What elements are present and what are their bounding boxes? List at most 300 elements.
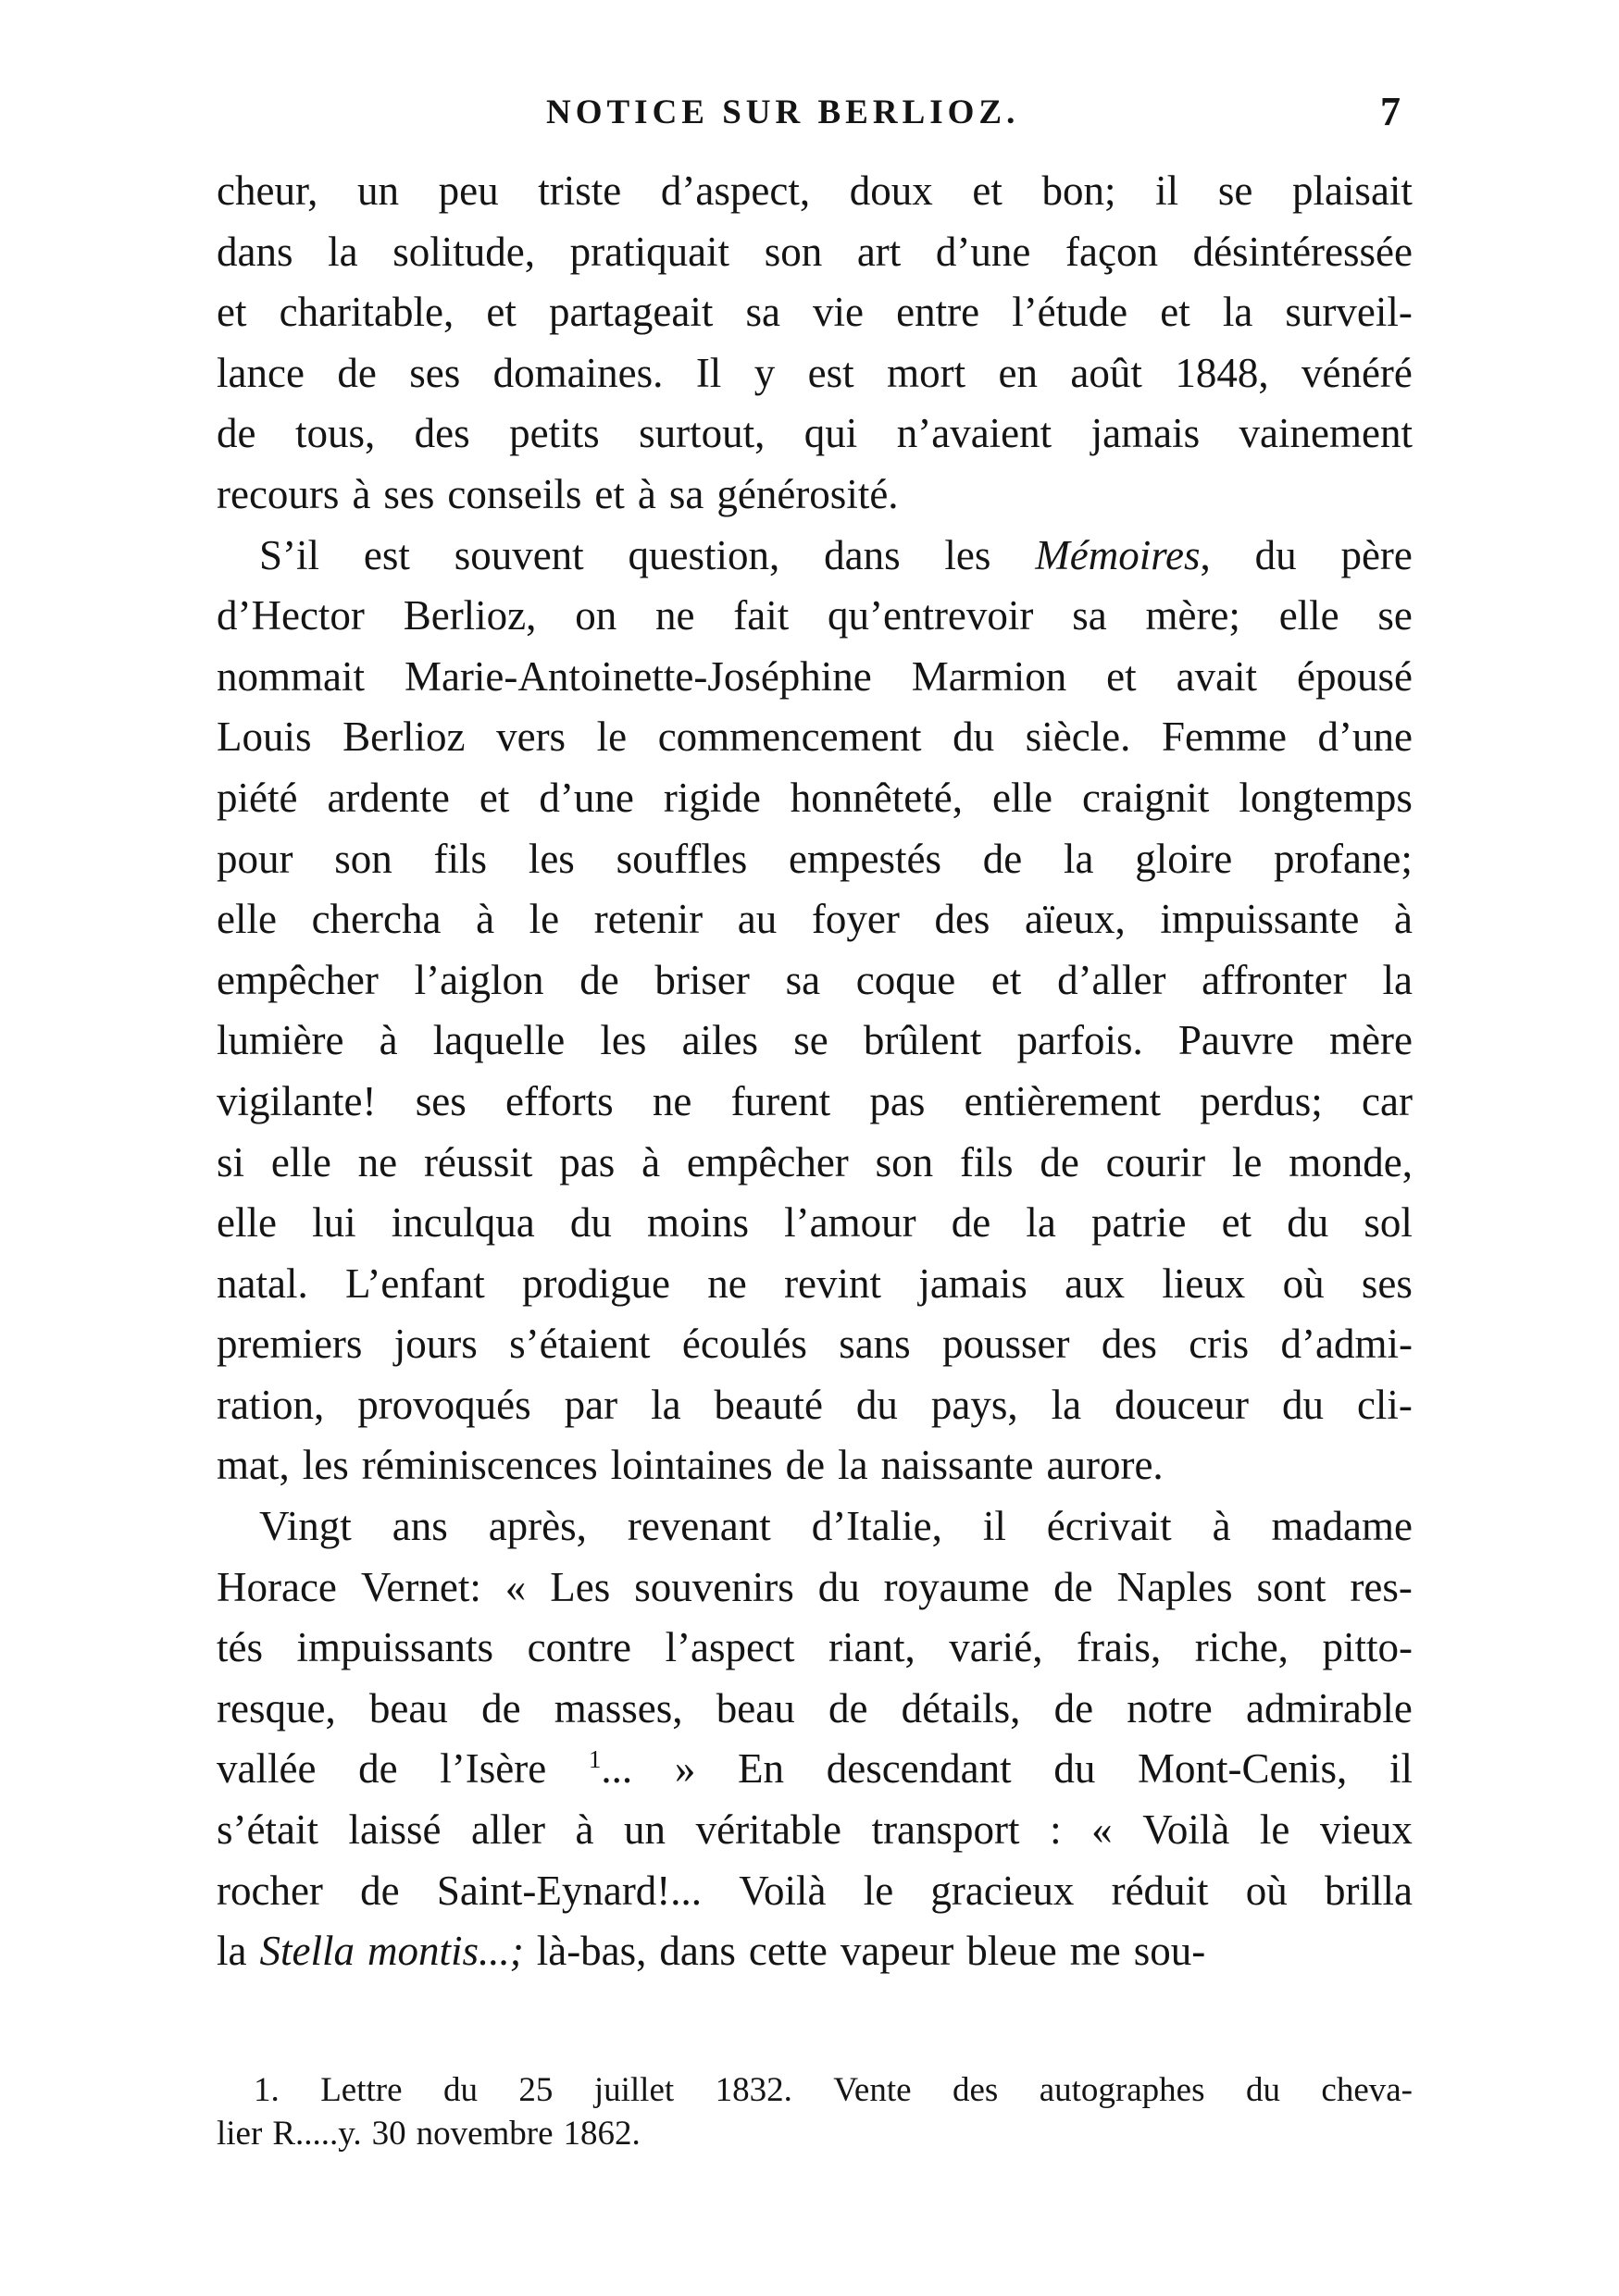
word: En xyxy=(738,1745,785,1793)
word: entièrement xyxy=(964,1077,1162,1124)
word: sans xyxy=(839,1321,911,1368)
text-line xyxy=(217,1133,1413,1194)
text-line xyxy=(217,950,1413,1011)
word: à xyxy=(379,1017,398,1064)
word: affronter xyxy=(1202,956,1347,1003)
word: l’étude xyxy=(1012,289,1128,336)
word: pays, xyxy=(930,1381,1018,1428)
word: et xyxy=(479,774,510,821)
text-line xyxy=(217,1435,1413,1496)
word: à xyxy=(575,1806,594,1854)
word: lui xyxy=(312,1199,356,1247)
word: empêcher xyxy=(217,956,379,1003)
word: Pauvre xyxy=(1177,1017,1294,1064)
word: doux xyxy=(849,168,933,214)
word: briser xyxy=(654,956,750,1003)
word: la xyxy=(651,1381,681,1428)
word: commencement xyxy=(657,714,922,761)
word: souvent xyxy=(454,531,584,578)
word: la xyxy=(838,1442,868,1489)
word: vapeur xyxy=(840,1928,954,1975)
word: varié, xyxy=(949,1624,1043,1671)
word: le xyxy=(529,896,560,943)
text-line xyxy=(217,526,1413,587)
text-line xyxy=(217,282,1413,343)
word: à xyxy=(641,1138,661,1185)
word: royaume xyxy=(883,1563,1030,1610)
word: aurore. xyxy=(1046,1442,1164,1489)
word: d’Hector xyxy=(217,592,365,639)
word: il xyxy=(982,1503,1006,1550)
word: premiers xyxy=(217,1321,363,1368)
word: riche, xyxy=(1194,1624,1289,1671)
word: Marie-Antoinette-Joséphine xyxy=(404,652,872,700)
word: beauté xyxy=(714,1381,823,1428)
word: la xyxy=(1064,835,1094,882)
word: vie xyxy=(813,289,865,336)
word: car xyxy=(1362,1077,1413,1124)
footnote-word: des xyxy=(952,2071,999,2109)
word: honnêteté, xyxy=(790,774,963,821)
word: madame xyxy=(1271,1503,1413,1550)
footnote-word: cheva- xyxy=(1321,2071,1413,2109)
word: : xyxy=(1050,1806,1062,1854)
word: et xyxy=(1221,1199,1252,1247)
word: elle xyxy=(991,774,1052,821)
word: l’Isère xyxy=(440,1745,547,1793)
word: du xyxy=(855,1381,898,1428)
text-line xyxy=(217,1375,1413,1436)
word: il xyxy=(1155,168,1179,214)
word: se xyxy=(1377,592,1413,639)
word: d’une xyxy=(539,774,634,821)
word: la xyxy=(1382,956,1413,1003)
word: pitto- xyxy=(1322,1624,1413,1671)
word: ses xyxy=(409,349,461,396)
word: pour xyxy=(217,835,293,882)
word: fils xyxy=(959,1138,1014,1185)
word: admirable xyxy=(1245,1684,1413,1731)
word: l’amour xyxy=(784,1199,916,1247)
word: du xyxy=(817,1563,860,1610)
word: détails, xyxy=(901,1684,1021,1731)
word: du xyxy=(1281,1381,1324,1428)
word: dans xyxy=(217,228,293,275)
word: à xyxy=(476,896,495,943)
word: sol xyxy=(1364,1199,1413,1247)
word: mat, xyxy=(217,1442,290,1489)
word: s’était xyxy=(217,1806,318,1854)
word: le xyxy=(1231,1138,1263,1185)
word: Naples xyxy=(1116,1563,1233,1610)
word: beau xyxy=(368,1684,448,1731)
word: fils xyxy=(433,835,488,882)
word: domaines. xyxy=(492,349,664,396)
word: vigilante! xyxy=(217,1077,377,1124)
word: de xyxy=(337,349,377,396)
text-line xyxy=(217,1861,1413,1922)
word: laissé xyxy=(348,1806,442,1854)
word: natal. xyxy=(217,1260,308,1307)
word: pas xyxy=(869,1077,926,1124)
word: Voilà xyxy=(1142,1806,1230,1854)
word: y xyxy=(753,349,776,396)
word: jours xyxy=(393,1321,478,1368)
word: art xyxy=(856,228,902,275)
word: jamais xyxy=(1090,410,1201,457)
word: S’il xyxy=(259,531,320,578)
word: ne xyxy=(707,1260,747,1307)
word: Stella xyxy=(259,1928,355,1975)
word: Horace xyxy=(217,1563,337,1610)
word: surtout, xyxy=(639,410,766,457)
word: s’étaient xyxy=(509,1321,651,1368)
word: Louis xyxy=(217,714,312,761)
word: la xyxy=(217,1928,247,1975)
word: où xyxy=(1245,1867,1288,1914)
word: mort xyxy=(887,349,966,396)
word: empêcher xyxy=(686,1138,849,1185)
word: jamais xyxy=(918,1260,1027,1307)
word: du xyxy=(953,714,995,761)
word: Mémoires, xyxy=(1035,531,1211,578)
word: et xyxy=(486,289,517,336)
word: lieux xyxy=(1162,1260,1246,1307)
word: recours xyxy=(217,470,340,517)
word: et xyxy=(1160,289,1190,336)
word: » xyxy=(674,1745,696,1793)
text-line xyxy=(217,1679,1413,1740)
word: écoulés xyxy=(681,1321,807,1368)
footnote-word: 1832. xyxy=(715,2071,792,2109)
word: resque, xyxy=(217,1684,336,1731)
word: dans xyxy=(659,1928,736,1975)
word: de xyxy=(1053,1563,1093,1610)
word: efforts xyxy=(504,1077,614,1124)
word: piété xyxy=(217,774,298,821)
word: beau xyxy=(716,1684,795,1731)
word: souvenirs xyxy=(634,1563,794,1610)
word: dans xyxy=(824,531,901,578)
word: ses xyxy=(383,470,435,517)
paragraph xyxy=(217,161,1413,526)
word: le xyxy=(596,714,628,761)
word: si xyxy=(217,1138,245,1185)
word: on xyxy=(575,592,617,639)
word: petits xyxy=(509,410,600,457)
word: se xyxy=(1217,168,1253,214)
word: par xyxy=(564,1381,618,1428)
word: là-bas, xyxy=(536,1928,647,1975)
word: Voilà xyxy=(739,1867,827,1914)
word: cette xyxy=(748,1928,828,1975)
word: elle xyxy=(217,896,277,943)
footnote-word: 30 xyxy=(371,2115,406,2153)
word: vénéré xyxy=(1301,349,1413,396)
word: aller xyxy=(471,1806,545,1854)
word: partageait xyxy=(548,289,714,336)
word: surveil- xyxy=(1285,289,1413,336)
word: question, xyxy=(628,531,780,578)
word: « xyxy=(504,1563,527,1610)
word: rocher xyxy=(217,1867,323,1914)
word: son xyxy=(875,1138,934,1185)
text-line xyxy=(217,1496,1413,1558)
text-line xyxy=(217,647,1413,708)
word: vallée xyxy=(217,1745,317,1793)
word: foyer xyxy=(811,896,900,943)
word: et xyxy=(217,289,247,336)
word: rigide xyxy=(663,774,761,821)
word: elle xyxy=(1278,592,1339,639)
text-line xyxy=(217,889,1413,950)
word: courir xyxy=(1105,1138,1206,1185)
word: revenant xyxy=(627,1503,771,1550)
word: lance xyxy=(217,349,305,396)
text-line xyxy=(217,1618,1413,1679)
word: Femme xyxy=(1161,714,1287,761)
text-line xyxy=(217,465,1413,526)
word: brûlent xyxy=(863,1017,982,1064)
word: la xyxy=(1051,1381,1082,1428)
word: moins xyxy=(646,1199,750,1247)
word: bleue xyxy=(966,1928,1057,1975)
text-line xyxy=(217,1072,1413,1133)
word: de xyxy=(360,1867,400,1914)
word: ne xyxy=(357,1138,398,1185)
word: de xyxy=(1040,1138,1079,1185)
word: furent xyxy=(730,1077,831,1124)
word: où xyxy=(1282,1260,1325,1307)
word: est xyxy=(807,349,854,396)
word: d’aller xyxy=(1057,956,1166,1003)
footnote xyxy=(217,2068,1413,2155)
word: à xyxy=(1212,1503,1231,1550)
word: sa xyxy=(668,470,704,517)
word: ne xyxy=(654,592,695,639)
word: ardente xyxy=(327,774,450,821)
word: désintéressée xyxy=(1192,228,1413,275)
word: de xyxy=(1053,1684,1094,1731)
word: Berlioz, xyxy=(403,592,537,639)
word: patrie xyxy=(1091,1199,1187,1247)
word: vainement xyxy=(1239,410,1413,457)
paragraph xyxy=(217,526,1413,1497)
word: cris xyxy=(1189,1321,1250,1368)
text-line xyxy=(217,1254,1413,1315)
footnotes xyxy=(217,2068,1413,2155)
word: façon xyxy=(1065,228,1158,275)
word: lumière xyxy=(217,1017,344,1064)
word: notre xyxy=(1127,1684,1213,1731)
word: Vingt xyxy=(259,1503,352,1550)
text-line xyxy=(217,1558,1413,1619)
word: de xyxy=(951,1199,991,1247)
text-line xyxy=(217,343,1413,404)
word: siècle. xyxy=(1025,714,1131,761)
word: sou- xyxy=(1133,1928,1206,1975)
text-line xyxy=(217,1314,1413,1375)
text-line xyxy=(217,586,1413,647)
word: véritable xyxy=(695,1806,842,1854)
footnote-word: autographes xyxy=(1039,2071,1205,2109)
running-head: NOTICE SUR BERLIOZ. xyxy=(546,93,1020,131)
word: du xyxy=(1287,1199,1329,1247)
word: à xyxy=(637,470,656,517)
word: se xyxy=(793,1017,828,1064)
word: monde, xyxy=(1289,1138,1413,1185)
text-line xyxy=(217,1011,1413,1072)
footnote-word: 1. xyxy=(254,2071,280,2109)
word: masses, xyxy=(554,1684,683,1731)
word: qu’entrevoir xyxy=(827,592,1034,639)
word: les xyxy=(528,835,575,882)
footnote-word: du xyxy=(442,2071,478,2109)
footnote-word: du xyxy=(1245,2071,1280,2109)
word: cli- xyxy=(1356,1381,1413,1428)
word: et xyxy=(990,956,1022,1003)
word: mère xyxy=(1329,1017,1413,1064)
word: réussit xyxy=(423,1138,533,1185)
word: au xyxy=(737,896,778,943)
text-line xyxy=(217,1739,1413,1800)
text-line xyxy=(217,161,1413,222)
word: qui xyxy=(803,410,858,457)
word: craignit xyxy=(1081,774,1210,821)
footnote-word: Lettre xyxy=(320,2071,403,2109)
word: L’enfant xyxy=(344,1260,485,1307)
word: ses xyxy=(1361,1260,1413,1307)
word: les xyxy=(302,1442,349,1489)
paragraph xyxy=(217,1496,1413,1982)
word: impuissante xyxy=(1160,896,1360,943)
word: des xyxy=(1101,1321,1157,1368)
word: et xyxy=(1106,652,1137,700)
word: me xyxy=(1069,1928,1121,1975)
word: cheur, xyxy=(217,168,318,214)
word: du xyxy=(1053,1745,1096,1793)
word: à xyxy=(1393,896,1413,943)
text-line xyxy=(217,707,1413,768)
word: montis...; xyxy=(367,1928,524,1975)
word: prodigue xyxy=(522,1260,671,1307)
word: impuissants xyxy=(296,1624,494,1671)
footnote-word: lier xyxy=(217,2115,263,2153)
word: gloire xyxy=(1135,835,1233,882)
word: pousser xyxy=(942,1321,1070,1368)
footnote-word: Vente xyxy=(833,2071,912,2109)
word: en xyxy=(998,349,1038,396)
word: 1848, xyxy=(1175,349,1269,396)
word: après, xyxy=(488,1503,587,1550)
word: à xyxy=(352,470,371,517)
word: revint xyxy=(784,1260,882,1307)
word: solitude, xyxy=(392,228,535,275)
word: réduit xyxy=(1111,1867,1209,1914)
text-line xyxy=(217,222,1413,283)
word: ailes xyxy=(681,1017,759,1064)
word: aux xyxy=(1065,1260,1126,1307)
word: la xyxy=(1222,289,1253,336)
word: réminiscences xyxy=(361,1442,598,1489)
word: père xyxy=(1340,531,1413,578)
word: parfois. xyxy=(1016,1017,1143,1064)
word: inculqua xyxy=(391,1199,535,1247)
word: de xyxy=(785,1442,826,1489)
word: l’aspect xyxy=(665,1624,795,1671)
word: fait xyxy=(733,592,790,639)
word: laquelle xyxy=(432,1017,566,1064)
word: des xyxy=(934,896,990,943)
word: pas xyxy=(559,1138,616,1185)
word: de xyxy=(982,835,1023,882)
word: sa xyxy=(1072,592,1107,639)
word: Mont-Cenis, xyxy=(1138,1745,1348,1793)
word: de xyxy=(481,1684,521,1731)
word: de xyxy=(217,410,256,457)
word: frais, xyxy=(1076,1624,1162,1671)
footnote-word: 1862. xyxy=(563,2115,641,2153)
word: de xyxy=(579,956,619,1003)
word: aïeux, xyxy=(1025,896,1126,943)
word: chercha xyxy=(311,896,442,943)
word: les xyxy=(944,531,991,578)
word: coque xyxy=(855,956,956,1003)
word: un xyxy=(357,168,400,214)
word: sa xyxy=(785,956,821,1003)
word: peu xyxy=(438,168,499,214)
word: ration, xyxy=(217,1381,325,1428)
text-line xyxy=(217,403,1413,465)
word: transport xyxy=(871,1806,1020,1854)
text-line xyxy=(217,768,1413,829)
footnote-marker: 1 xyxy=(588,1745,602,1774)
word: elle xyxy=(217,1199,277,1247)
footnote-word: 25 xyxy=(518,2071,554,2109)
word: Les xyxy=(550,1563,611,1610)
word: vers xyxy=(496,714,567,761)
word: plaisait xyxy=(1291,168,1413,214)
word: est xyxy=(363,531,410,578)
word: provoqués xyxy=(357,1381,531,1428)
word: entre xyxy=(896,289,980,336)
word: Marmion xyxy=(911,652,1067,700)
word: n’avaient xyxy=(896,410,1052,457)
word: descendant xyxy=(826,1745,1012,1793)
word: « xyxy=(1091,1806,1113,1854)
word: Il xyxy=(695,349,722,396)
word: l’aiglon xyxy=(414,956,544,1003)
word: souffles xyxy=(616,835,748,882)
word: d’aspect, xyxy=(660,168,811,214)
word: lointaines xyxy=(610,1442,773,1489)
word: il xyxy=(1389,1745,1413,1793)
word: épousé xyxy=(1297,652,1413,700)
word: nommait xyxy=(217,652,365,700)
word: mère; xyxy=(1145,592,1240,639)
word: ses xyxy=(415,1077,467,1124)
text-line xyxy=(217,829,1413,890)
word: res- xyxy=(1350,1563,1413,1610)
word: avait xyxy=(1176,652,1258,700)
word: retenir xyxy=(593,896,704,943)
page-number: 7 xyxy=(1380,89,1401,134)
word: profane; xyxy=(1273,835,1413,882)
word: Berlioz xyxy=(342,714,466,761)
word: $^1$... xyxy=(588,1745,633,1793)
word: son xyxy=(764,228,823,275)
word: pratiquait xyxy=(569,228,730,275)
